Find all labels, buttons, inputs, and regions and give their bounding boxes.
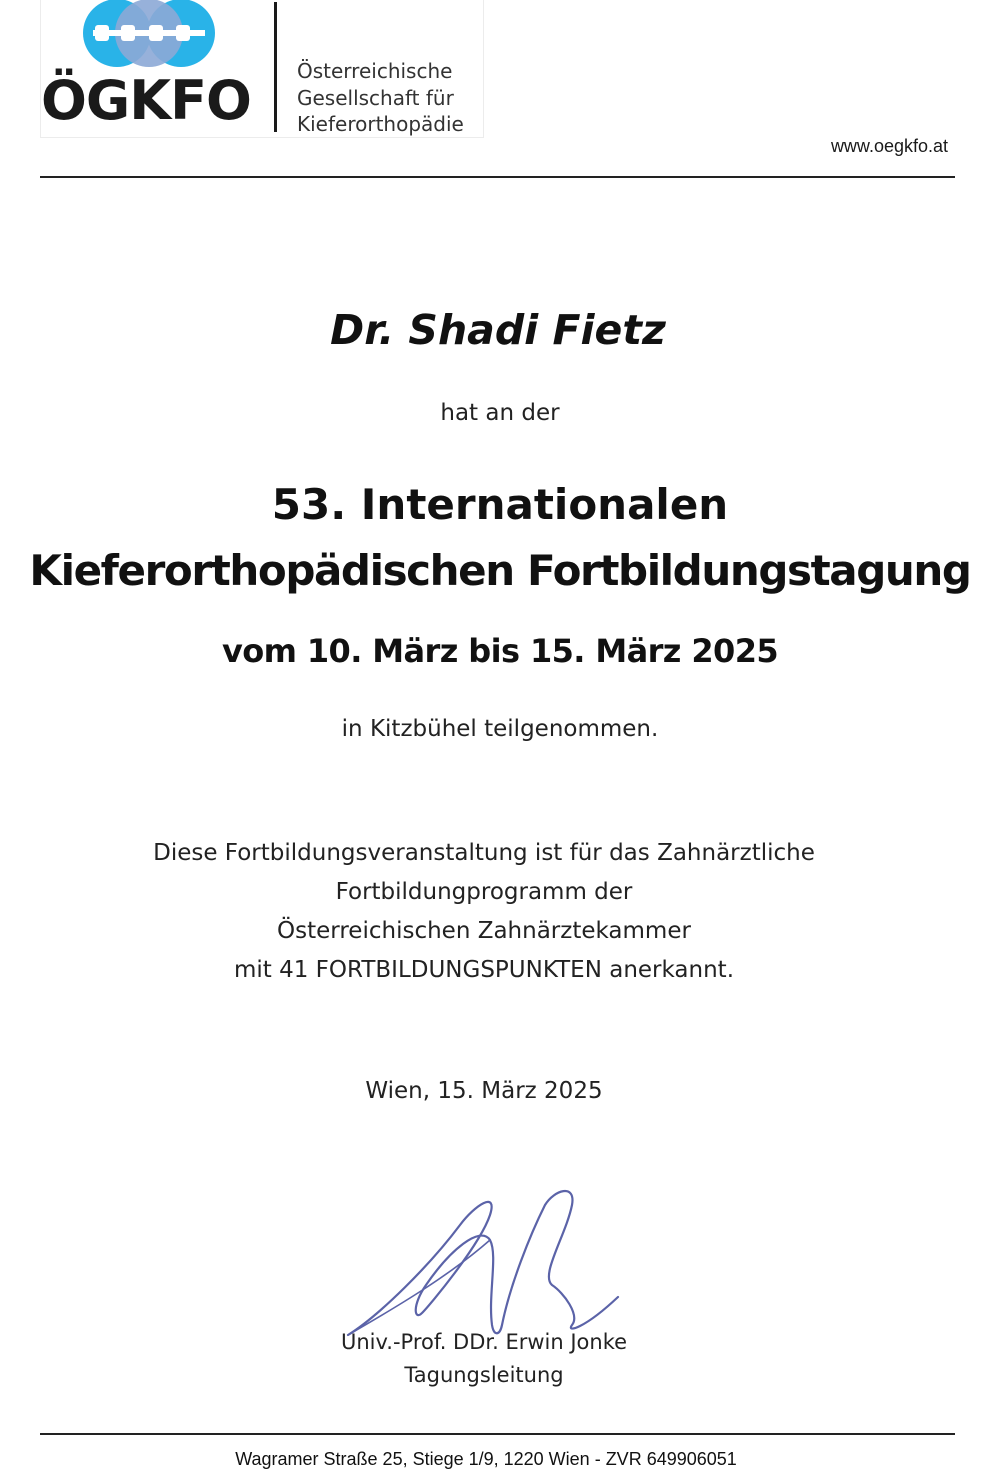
recipient-name: Dr. Shadi Fietz xyxy=(330,306,666,354)
signer-block xyxy=(0,1326,984,1392)
recognition-line: Fortbildungprogramm der xyxy=(335,879,633,905)
event-dates: vom 10. März bis 15. März 2025 xyxy=(221,632,779,670)
logo-org-line: Österreichische xyxy=(297,59,453,83)
recognition-line: Österreichischen Zahnärztekammer xyxy=(277,918,691,944)
logo-org-line: Gesellschaft für xyxy=(297,85,454,110)
logo-organization-name xyxy=(297,58,464,138)
event-title xyxy=(0,472,1000,604)
intro-text: hat an der xyxy=(440,400,560,426)
recognition-line: Diese Fortbildungsveranstaltung ist für das Zahnärztliche xyxy=(153,840,815,866)
recognition-line: mit 41 FORTBILDUNGSPUNKTEN anerkannt. xyxy=(233,957,734,983)
footer-divider xyxy=(40,1433,955,1435)
organization-logo xyxy=(40,0,484,138)
orthodontic-braces-icon xyxy=(83,0,215,68)
place-date: Wien, 15. März 2025 xyxy=(365,1078,603,1104)
website-url: www.oegkfo.at xyxy=(830,136,948,156)
signer-role: Tagungsleitung xyxy=(404,1363,564,1387)
logo-org-line: Kieferorthopädie xyxy=(297,112,464,136)
recognition-statement xyxy=(0,834,984,990)
footer-address: Wagramer Straße 25, Stiege 1/9, 1220 Wien - ZVR 649906051 xyxy=(235,1449,737,1469)
logo-divider xyxy=(274,2,277,132)
signer-name: Univ.-Prof. DDr. Erwin Jonke xyxy=(340,1330,628,1354)
event-title-line: Kieferorthopädischen Fortbildungstagung xyxy=(29,546,971,595)
location-text: in Kitzbühel teilgenommen. xyxy=(341,716,659,742)
handwritten-signature xyxy=(340,1185,630,1345)
event-title-line: 53. Internationalen xyxy=(271,480,729,529)
logo-wordmark: ÖGKFO xyxy=(41,69,251,132)
header-divider xyxy=(40,176,955,178)
